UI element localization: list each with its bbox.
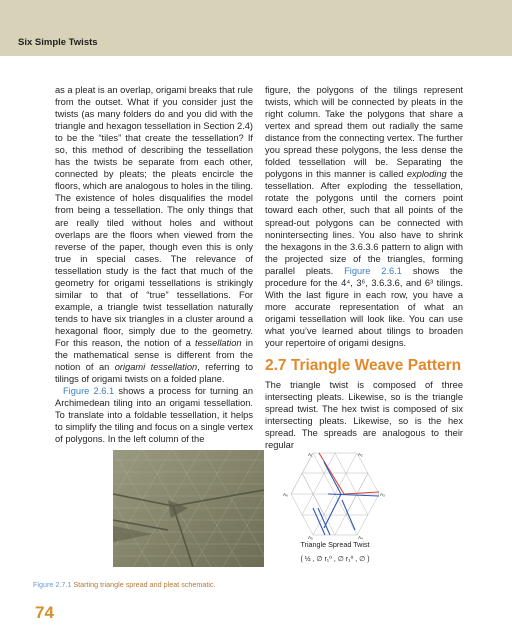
text-run: in the mathematical sense is different from the notion of an <box>55 337 253 373</box>
text-run: the tessellation. After exploding the tessellation, rotate the polygons until the corners point toward each other, such that all points of the spread-out polygons can be connected with nonintersecting lines. You also have to shrink the hexagons in the 3.6.3.6 pattern to align with the projected size of the triangles, forming parallel pleats. <box>265 169 463 276</box>
caption-label: Figure 2.7.1 <box>33 580 72 589</box>
text-run: shows the procedure for the 4⁴, 3⁶, 3.6.3.6, and 6³ tilings. With the last figure in each row, you have a more accurate representation of what an origami tessellation will look like. You can use what you’ve learned about tilings to broaden your repertoire of origami designs. <box>265 265 463 348</box>
paragraph <box>265 379 463 451</box>
diagram-title: Triangle Spread Twist <box>300 540 370 549</box>
vertex-label: A₅ <box>308 535 313 540</box>
figure-link[interactable]: Figure 2.6.1 <box>63 386 115 397</box>
vertex-label: A₁ <box>308 452 313 457</box>
vertex-label: A₂ <box>358 452 363 457</box>
text-run: as a pleat is an overlap, origami breaks that rule from the outset. What if you consider just the twists (as many folders do and you did with the triangle and hexagon tessellation in Section 2.4) to be the “tiles” that create the tessellation? If so, this method of describing the tessellation has the twists be separate from each other, connected by pleats; the pleats encircle the floors, which are analogous to holes in the tiling. The existence of holes disqualifies the model from being a tessellation. The only things that are really tiled without holes and without overlaps are the floors when viewed from the reverse of the paper, though even this is only true in special cases. The relevance of tessellation study is the fact that much of the geometry for origami tessellations is strikingly similar to that of “true” tessellations. For example, a triangle twist tessellation naturally tends to have six triangles in a cluster around a hexagonal floor, simply due to the geometry. For this reason, the notion of a <box>55 85 253 348</box>
schematic-svg <box>272 450 399 567</box>
pleat-schematic-diagram <box>272 450 399 567</box>
photo-illustration <box>113 450 264 567</box>
emphasis: exploding <box>406 169 447 180</box>
paragraph <box>55 385 253 445</box>
page-number: 74 <box>35 603 54 622</box>
vertex-label: A₃ <box>380 492 385 497</box>
left-column <box>55 84 253 445</box>
text-run: , referring to tilings of origami twists on a folded plane. <box>55 362 253 385</box>
vertex-label: A₆ <box>283 492 288 497</box>
figure-caption <box>33 580 216 589</box>
figure-link[interactable]: Figure 2.6.1 <box>344 265 402 276</box>
caption-text: Starting triangle spread and pleat schematic. <box>71 580 216 589</box>
folded-tessellation-photo <box>113 450 264 567</box>
text-run: shows a process for turning an Archimedean tiling into an origami tessellation. To translate into a foldable tessellation, it helps to simplify the tiling and focus on a single vertex of polygons. In the left column of the <box>55 386 253 445</box>
emphasis: tessellation <box>195 337 242 348</box>
diagram-formula: ( ½ , ∅ r₁⁰ , ∅ r₁⁰ , ∅ ) <box>300 556 370 563</box>
paragraph <box>265 84 463 349</box>
text-run: The triangle twist is composed of three intersecting pleats. Likewise, so is the triangle spread twist. The hex twist is composed of six intersecting pleats. Likewise, so is the hex spread. The spreads are analogous to their regular <box>265 380 463 451</box>
paragraph <box>55 84 253 385</box>
header-band <box>0 0 512 56</box>
right-column <box>265 84 463 451</box>
vertex-label: A₄ <box>358 535 363 540</box>
text-run: figure, the polygons of the tilings represent twists, which will be connected by pleats in the right column. Take the polygons that share a vertex and spread them out radially the same distance from the connecting vertex. The further you spread these polygons, the less dense the folded tessellation will be. Separating the polygons in this manner is called <box>265 85 463 180</box>
section-heading: 2.7 Triangle Weave Pattern <box>265 357 462 375</box>
running-header: Six Simple Twists <box>18 37 98 48</box>
emphasis: origami tessellation <box>114 362 198 373</box>
